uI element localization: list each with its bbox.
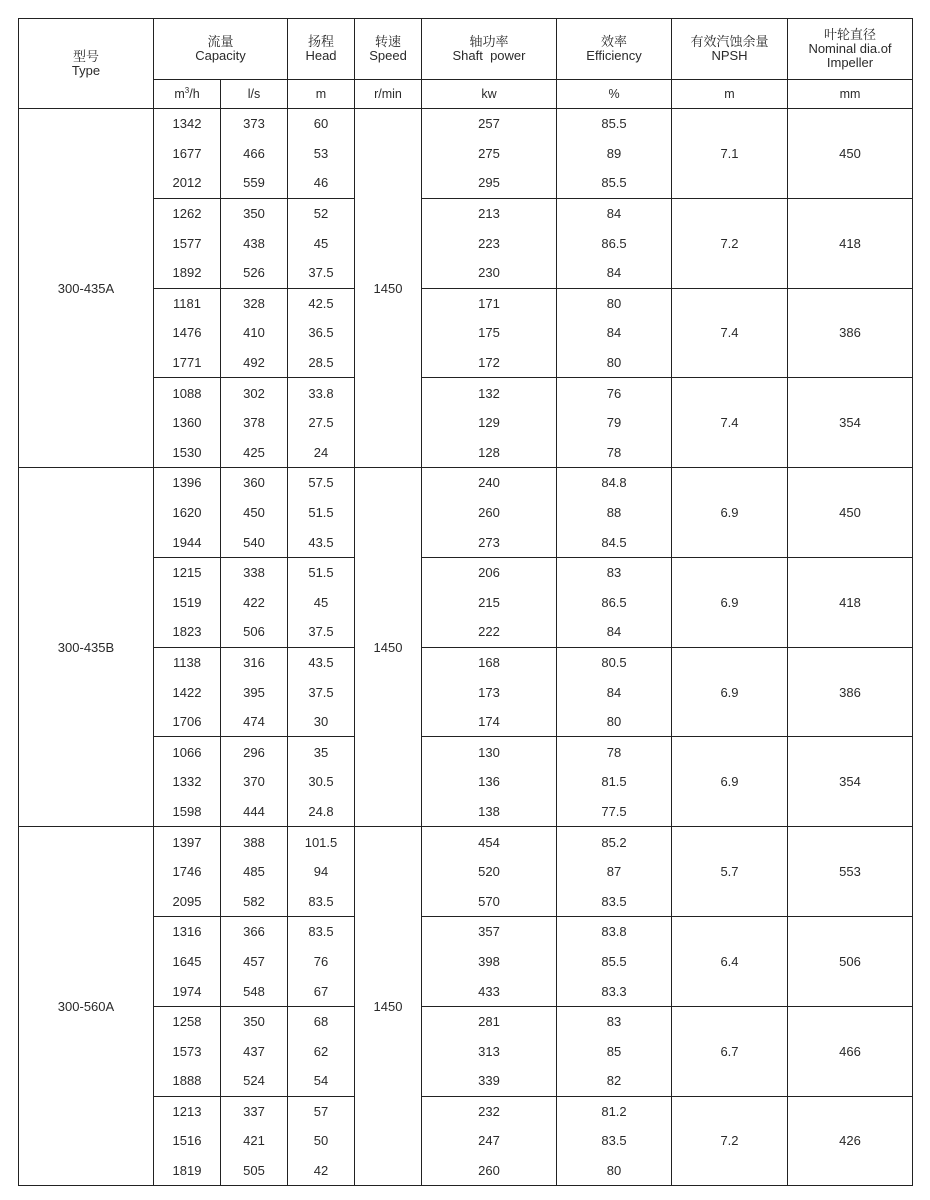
capacity-m3h-cell: 1598 xyxy=(154,797,221,827)
capacity-ls-cell: 526 xyxy=(221,258,288,288)
header-capacity xyxy=(154,19,288,80)
capacity-m3h-cell: 1088 xyxy=(154,378,221,408)
capacity-m3h-cell: 1620 xyxy=(154,498,221,528)
npsh-cell: 6.9 xyxy=(672,468,788,558)
efficiency-cell: 80 xyxy=(557,348,672,378)
efficiency-cell: 83 xyxy=(557,557,672,587)
npsh-cell: 6.9 xyxy=(672,557,788,647)
efficiency-cell: 83.5 xyxy=(557,886,672,916)
capacity-m3h-cell: 1258 xyxy=(154,1006,221,1036)
capacity-ls-cell: 457 xyxy=(221,947,288,977)
header-impeller-dia-zh: 叶轮直径 xyxy=(823,27,876,42)
capacity-ls-cell: 378 xyxy=(221,408,288,438)
capacity-ls-cell: 506 xyxy=(221,617,288,647)
capacity-ls-cell: 296 xyxy=(221,737,288,767)
header-capacity-en: Capacity xyxy=(195,48,246,63)
shaft-power-cell: 247 xyxy=(422,1126,557,1156)
npsh-cell: 6.9 xyxy=(672,737,788,827)
capacity-m3h-cell: 1819 xyxy=(154,1156,221,1186)
capacity-ls-cell: 524 xyxy=(221,1066,288,1096)
shaft-power-cell: 206 xyxy=(422,557,557,587)
impeller-dia-cell: 354 xyxy=(788,378,913,468)
impeller-dia-cell: 506 xyxy=(788,917,913,1007)
shaft-power-cell: 174 xyxy=(422,707,557,737)
head-cell: 37.5 xyxy=(288,677,355,707)
shaft-power-cell: 130 xyxy=(422,737,557,767)
efficiency-cell: 77.5 xyxy=(557,797,672,827)
head-cell: 83.5 xyxy=(288,917,355,947)
efficiency-cell: 80.5 xyxy=(557,647,672,677)
shaft-power-cell: 173 xyxy=(422,677,557,707)
capacity-ls-cell: 466 xyxy=(221,139,288,169)
header-efficiency xyxy=(557,19,672,80)
efficiency-cell: 84 xyxy=(557,258,672,288)
table-row xyxy=(19,827,913,857)
shaft-power-cell: 175 xyxy=(422,318,557,348)
shaft-power-cell: 230 xyxy=(422,258,557,288)
npsh-cell: 5.7 xyxy=(672,827,788,917)
table-row xyxy=(19,737,913,767)
unit-head: m xyxy=(288,80,355,109)
capacity-ls-cell: 395 xyxy=(221,677,288,707)
header-type-zh: 型号 xyxy=(72,48,99,64)
head-cell: 24 xyxy=(288,438,355,468)
capacity-ls-cell: 438 xyxy=(221,228,288,258)
shaft-power-cell: 128 xyxy=(422,438,557,468)
head-cell: 45 xyxy=(288,588,355,618)
shaft-power-cell: 398 xyxy=(422,947,557,977)
efficiency-cell: 80 xyxy=(557,707,672,737)
table-row xyxy=(19,288,913,318)
shaft-power-cell: 454 xyxy=(422,827,557,857)
shaft-power-cell: 240 xyxy=(422,468,557,498)
table-row xyxy=(19,198,913,228)
capacity-ls-cell: 337 xyxy=(221,1096,288,1126)
shaft-power-cell: 132 xyxy=(422,378,557,408)
efficiency-cell: 85.2 xyxy=(557,827,672,857)
header-impeller-dia xyxy=(788,19,913,80)
efficiency-cell: 85.5 xyxy=(557,168,672,198)
impeller-dia-cell: 553 xyxy=(788,827,913,917)
shaft-power-cell: 260 xyxy=(422,498,557,528)
capacity-m3h-cell: 1823 xyxy=(154,617,221,647)
header-head-en: Head xyxy=(305,48,337,63)
header-speed xyxy=(355,19,422,80)
npsh-cell: 6.4 xyxy=(672,917,788,1007)
capacity-m3h-cell: 1396 xyxy=(154,468,221,498)
shaft-power-cell: 570 xyxy=(422,886,557,916)
model-type-cell: 300-435A xyxy=(19,109,154,468)
unit-m3h-base: m xyxy=(174,87,185,101)
head-cell: 52 xyxy=(288,198,355,228)
efficiency-cell: 83.8 xyxy=(557,917,672,947)
capacity-ls-cell: 437 xyxy=(221,1036,288,1066)
shaft-power-cell: 260 xyxy=(422,1156,557,1186)
impeller-dia-cell: 386 xyxy=(788,288,913,378)
unit-npsh: m xyxy=(672,80,788,109)
shaft-power-cell: 520 xyxy=(422,857,557,887)
capacity-ls-cell: 444 xyxy=(221,797,288,827)
shaft-power-cell: 129 xyxy=(422,408,557,438)
efficiency-cell: 86.5 xyxy=(557,228,672,258)
capacity-ls-cell: 559 xyxy=(221,168,288,198)
capacity-ls-cell: 370 xyxy=(221,767,288,797)
model-type-cell: 300-435B xyxy=(19,468,154,827)
head-cell: 57 xyxy=(288,1096,355,1126)
head-cell: 46 xyxy=(288,168,355,198)
capacity-m3h-cell: 1892 xyxy=(154,258,221,288)
unit-ls: l/s xyxy=(221,80,288,109)
capacity-m3h-cell: 1316 xyxy=(154,917,221,947)
capacity-m3h-cell: 1974 xyxy=(154,976,221,1006)
capacity-ls-cell: 302 xyxy=(221,378,288,408)
shaft-power-cell: 295 xyxy=(422,168,557,198)
capacity-ls-cell: 421 xyxy=(221,1126,288,1156)
header-shaft-power-zh: 轴功率 xyxy=(469,34,509,49)
shaft-power-cell: 281 xyxy=(422,1006,557,1036)
shaft-power-cell: 232 xyxy=(422,1096,557,1126)
efficiency-cell: 89 xyxy=(557,139,672,169)
table-row xyxy=(19,917,913,947)
unit-m3h-sup: 3 xyxy=(184,85,190,95)
table-body xyxy=(19,109,913,1186)
header-impeller-dia-en-2: Impeller xyxy=(826,55,874,70)
efficiency-cell: 80 xyxy=(557,288,672,318)
efficiency-cell: 76 xyxy=(557,378,672,408)
npsh-cell: 7.2 xyxy=(672,1096,788,1186)
capacity-m3h-cell: 1066 xyxy=(154,737,221,767)
header-speed-zh: 转速 xyxy=(374,34,401,49)
header-npsh-en: NPSH xyxy=(711,48,748,63)
npsh-cell: 6.7 xyxy=(672,1006,788,1096)
header-row-units xyxy=(19,80,913,109)
efficiency-cell: 81.2 xyxy=(557,1096,672,1126)
impeller-dia-cell: 450 xyxy=(788,468,913,558)
table-row xyxy=(19,1096,913,1126)
speed-cell: 1450 xyxy=(355,109,422,468)
head-cell: 51.5 xyxy=(288,498,355,528)
shaft-power-cell: 339 xyxy=(422,1066,557,1096)
header-shaft-power-en: Shaft power xyxy=(452,48,526,63)
unit-m3h xyxy=(154,80,221,109)
efficiency-cell: 81.5 xyxy=(557,767,672,797)
efficiency-cell: 84.5 xyxy=(557,527,672,557)
impeller-dia-cell: 418 xyxy=(788,198,913,288)
header-impeller-dia-en-1: Nominal dia.of xyxy=(808,41,892,56)
efficiency-cell: 85.5 xyxy=(557,109,672,139)
header-speed-en: Speed xyxy=(369,48,407,63)
capacity-m3h-cell: 1360 xyxy=(154,408,221,438)
head-cell: 62 xyxy=(288,1036,355,1066)
capacity-m3h-cell: 1746 xyxy=(154,857,221,887)
capacity-ls-cell: 360 xyxy=(221,468,288,498)
header-capacity-zh: 流量 xyxy=(207,34,234,49)
capacity-m3h-cell: 1573 xyxy=(154,1036,221,1066)
head-cell: 45 xyxy=(288,228,355,258)
impeller-dia-cell: 466 xyxy=(788,1006,913,1096)
capacity-m3h-cell: 1422 xyxy=(154,677,221,707)
capacity-m3h-cell: 1332 xyxy=(154,767,221,797)
capacity-ls-cell: 350 xyxy=(221,1006,288,1036)
capacity-m3h-cell: 1771 xyxy=(154,348,221,378)
efficiency-cell: 87 xyxy=(557,857,672,887)
shaft-power-cell: 138 xyxy=(422,797,557,827)
efficiency-cell: 83.5 xyxy=(557,1126,672,1156)
capacity-m3h-cell: 1181 xyxy=(154,288,221,318)
efficiency-cell: 85.5 xyxy=(557,947,672,977)
capacity-ls-cell: 316 xyxy=(221,647,288,677)
head-cell: 67 xyxy=(288,976,355,1006)
capacity-m3h-cell: 1262 xyxy=(154,198,221,228)
head-cell: 30.5 xyxy=(288,767,355,797)
capacity-ls-cell: 540 xyxy=(221,527,288,557)
head-cell: 27.5 xyxy=(288,408,355,438)
efficiency-cell: 83 xyxy=(557,1006,672,1036)
capacity-ls-cell: 328 xyxy=(221,288,288,318)
header-type-en: Type xyxy=(71,62,101,78)
head-cell: 53 xyxy=(288,139,355,169)
capacity-m3h-cell: 1888 xyxy=(154,1066,221,1096)
header-efficiency-en: Efficiency xyxy=(586,48,642,63)
unit-efficiency: % xyxy=(557,80,672,109)
capacity-m3h-cell: 2095 xyxy=(154,886,221,916)
capacity-ls-cell: 388 xyxy=(221,827,288,857)
efficiency-cell: 80 xyxy=(557,1156,672,1186)
capacity-m3h-cell: 1944 xyxy=(154,527,221,557)
npsh-cell: 7.1 xyxy=(672,109,788,199)
capacity-m3h-cell: 1519 xyxy=(154,588,221,618)
capacity-m3h-cell: 1138 xyxy=(154,647,221,677)
efficiency-cell: 84.8 xyxy=(557,468,672,498)
head-cell: 36.5 xyxy=(288,318,355,348)
pump-performance-table-sheet xyxy=(18,18,913,1186)
impeller-dia-cell: 354 xyxy=(788,737,913,827)
impeller-dia-cell: 386 xyxy=(788,647,913,737)
head-cell: 68 xyxy=(288,1006,355,1036)
capacity-m3h-cell: 1476 xyxy=(154,318,221,348)
capacity-ls-cell: 548 xyxy=(221,976,288,1006)
unit-shaft-power: kw xyxy=(422,80,557,109)
efficiency-cell: 84 xyxy=(557,198,672,228)
table-row xyxy=(19,647,913,677)
head-cell: 60 xyxy=(288,109,355,139)
efficiency-cell: 84 xyxy=(557,677,672,707)
head-cell: 35 xyxy=(288,737,355,767)
shaft-power-cell: 273 xyxy=(422,527,557,557)
speed-cell: 1450 xyxy=(355,468,422,827)
header-head-zh: 扬程 xyxy=(307,34,334,49)
head-cell: 54 xyxy=(288,1066,355,1096)
table-row xyxy=(19,557,913,587)
table-row xyxy=(19,1006,913,1036)
efficiency-cell: 78 xyxy=(557,737,672,767)
npsh-cell: 7.4 xyxy=(672,288,788,378)
efficiency-cell: 78 xyxy=(557,438,672,468)
shaft-power-cell: 215 xyxy=(422,588,557,618)
head-cell: 51.5 xyxy=(288,557,355,587)
capacity-m3h-cell: 1645 xyxy=(154,947,221,977)
head-cell: 42.5 xyxy=(288,288,355,318)
efficiency-cell: 84 xyxy=(557,318,672,348)
capacity-m3h-cell: 1677 xyxy=(154,139,221,169)
header-efficiency-zh: 效率 xyxy=(600,34,627,49)
capacity-ls-cell: 366 xyxy=(221,917,288,947)
capacity-ls-cell: 410 xyxy=(221,318,288,348)
head-cell: 101.5 xyxy=(288,827,355,857)
shaft-power-cell: 222 xyxy=(422,617,557,647)
capacity-ls-cell: 373 xyxy=(221,109,288,139)
header-shaft-power xyxy=(422,19,557,80)
table-row xyxy=(19,378,913,408)
unit-impeller-dia: mm xyxy=(788,80,913,109)
efficiency-cell: 88 xyxy=(557,498,672,528)
capacity-m3h-cell: 1706 xyxy=(154,707,221,737)
capacity-m3h-cell: 1342 xyxy=(154,109,221,139)
head-cell: 42 xyxy=(288,1156,355,1186)
capacity-ls-cell: 350 xyxy=(221,198,288,228)
npsh-cell: 6.9 xyxy=(672,647,788,737)
shaft-power-cell: 257 xyxy=(422,109,557,139)
head-cell: 30 xyxy=(288,707,355,737)
header-npsh xyxy=(672,19,788,80)
table-row xyxy=(19,109,913,139)
npsh-cell: 7.4 xyxy=(672,378,788,468)
shaft-power-cell: 433 xyxy=(422,976,557,1006)
header-head xyxy=(288,19,355,80)
header-type xyxy=(19,19,154,109)
speed-cell: 1450 xyxy=(355,827,422,1186)
capacity-m3h-cell: 1397 xyxy=(154,827,221,857)
head-cell: 33.8 xyxy=(288,378,355,408)
capacity-ls-cell: 450 xyxy=(221,498,288,528)
npsh-cell: 7.2 xyxy=(672,198,788,288)
shaft-power-cell: 313 xyxy=(422,1036,557,1066)
shaft-power-cell: 136 xyxy=(422,767,557,797)
capacity-m3h-cell: 1215 xyxy=(154,557,221,587)
impeller-dia-cell: 426 xyxy=(788,1096,913,1186)
capacity-ls-cell: 338 xyxy=(221,557,288,587)
shaft-power-cell: 223 xyxy=(422,228,557,258)
head-cell: 28.5 xyxy=(288,348,355,378)
head-cell: 37.5 xyxy=(288,617,355,647)
efficiency-cell: 82 xyxy=(557,1066,672,1096)
head-cell: 37.5 xyxy=(288,258,355,288)
unit-speed: r/min xyxy=(355,80,422,109)
capacity-ls-cell: 582 xyxy=(221,886,288,916)
head-cell: 24.8 xyxy=(288,797,355,827)
impeller-dia-cell: 418 xyxy=(788,557,913,647)
capacity-ls-cell: 505 xyxy=(221,1156,288,1186)
shaft-power-cell: 172 xyxy=(422,348,557,378)
header-npsh-zh: 有效汽蚀余量 xyxy=(690,34,769,49)
unit-m3h-rest: /h xyxy=(189,87,200,101)
capacity-m3h-cell: 1530 xyxy=(154,438,221,468)
model-type-cell: 300-560A xyxy=(19,827,154,1186)
header-row-titles xyxy=(19,19,913,80)
shaft-power-cell: 213 xyxy=(422,198,557,228)
table-row xyxy=(19,468,913,498)
impeller-dia-cell: 450 xyxy=(788,109,913,199)
shaft-power-cell: 357 xyxy=(422,917,557,947)
capacity-m3h-cell: 1213 xyxy=(154,1096,221,1126)
capacity-m3h-cell: 1516 xyxy=(154,1126,221,1156)
head-cell: 94 xyxy=(288,857,355,887)
shaft-power-cell: 171 xyxy=(422,288,557,318)
capacity-ls-cell: 474 xyxy=(221,707,288,737)
efficiency-cell: 86.5 xyxy=(557,588,672,618)
head-cell: 43.5 xyxy=(288,647,355,677)
head-cell: 50 xyxy=(288,1126,355,1156)
shaft-power-cell: 168 xyxy=(422,647,557,677)
capacity-ls-cell: 425 xyxy=(221,438,288,468)
head-cell: 76 xyxy=(288,947,355,977)
head-cell: 43.5 xyxy=(288,527,355,557)
capacity-m3h-cell: 1577 xyxy=(154,228,221,258)
efficiency-cell: 79 xyxy=(557,408,672,438)
head-cell: 83.5 xyxy=(288,886,355,916)
efficiency-cell: 84 xyxy=(557,617,672,647)
capacity-ls-cell: 492 xyxy=(221,348,288,378)
efficiency-cell: 85 xyxy=(557,1036,672,1066)
head-cell: 57.5 xyxy=(288,468,355,498)
capacity-ls-cell: 485 xyxy=(221,857,288,887)
capacity-m3h-cell: 2012 xyxy=(154,168,221,198)
pump-performance-table xyxy=(18,18,913,1186)
shaft-power-cell: 275 xyxy=(422,139,557,169)
efficiency-cell: 83.3 xyxy=(557,976,672,1006)
capacity-ls-cell: 422 xyxy=(221,588,288,618)
